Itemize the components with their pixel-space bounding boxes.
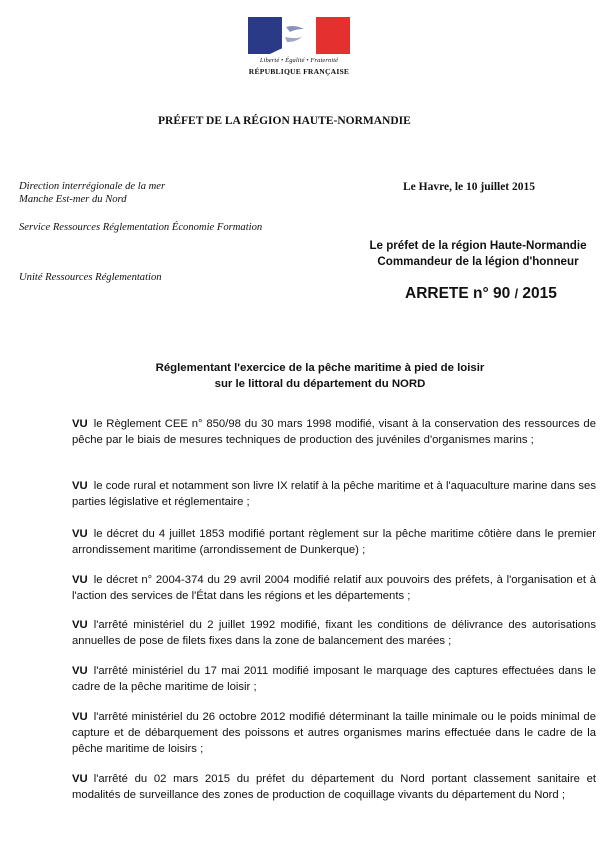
consideration-item [72, 663, 596, 695]
consideration-text: le décret du 4 juillet 1853 modifié portant règlement sur la pêche maritime côtière dans le premier arrondissement maritime (arrondissement de Dunkerque) ; [72, 528, 596, 556]
consideration-text: l'arrêté ministériel du 26 octobre 2012 modifié déterminant la taille minimale ou le poids minimal de capture et de débarquement des poissons et autres organismes marins effectuée dans le cadre de la pêche maritime de loisirs ; [72, 711, 596, 755]
consideration-item [72, 617, 596, 649]
consideration-keyword: VU [72, 574, 88, 586]
issuing-direction [19, 180, 165, 206]
consideration-item [72, 526, 596, 558]
consideration-text: l'arrêté du 02 mars 2015 du préfet du département du Nord portant classement sanitaire et modalités de surveillance des zones de production de coquillage vivants du département du Nord ; [72, 773, 596, 801]
consideration-keyword: VU [72, 619, 88, 631]
arrete-number-title [405, 285, 557, 303]
republic-name: RÉPUBLIQUE FRANÇAISE [248, 67, 350, 76]
consideration-keyword: VU [72, 773, 88, 785]
subject-line-1: Réglementant l'exercice de la pêche maritime à pied de loisir [155, 362, 485, 374]
republic-motto: Liberté • Égalité • Fraternité [259, 57, 339, 64]
marianne-logo [248, 17, 350, 83]
arrete-separator: / [514, 287, 519, 301]
consideration-text: le Règlement CEE n° 850/98 du 30 mars 1998 modifié, visant à la conservation des ressources de pêche par le biais de mesures techniques de production des juvéniles d'organismes marins ; [72, 418, 596, 446]
issuing-service: Service Ressources Réglementation Économie Formation [19, 222, 263, 233]
issuing-unit: Unité Ressources Réglementation [19, 272, 162, 283]
signatory-block [360, 238, 596, 270]
consideration-keyword: VU [72, 480, 88, 492]
consideration-text: le code rural et notamment son livre IX relatif à la pêche maritime et à l'aquaculture marine dans ses parties législative et réglementaire ; [72, 480, 596, 508]
consideration-text: l'arrêté ministériel du 2 juillet 1992 modifié, fixant les conditions de délivrance des autorisations annuelles de pose de filets fixes dans la zone de balancement des marées ; [72, 619, 596, 647]
consideration-keyword: VU [72, 665, 88, 677]
consideration-item [72, 572, 596, 604]
prefet-region-header: PRÉFET DE LA RÉGION HAUTE-NORMANDIE [158, 115, 411, 127]
subject-line-2: sur le littoral du département du NORD [214, 378, 426, 390]
tricolor-flag-emblem [248, 17, 350, 54]
consideration-keyword: VU [72, 418, 88, 430]
direction-line-1: Direction interrégionale de la mer [19, 181, 166, 192]
signatory-line-2: Commandeur de la légion d'honneur [377, 255, 579, 268]
signatory-line-1: Le préfet de la région Haute-Normandie [369, 239, 587, 252]
arrete-year: 2015 [522, 285, 557, 302]
consideration-text: l'arrêté ministériel du 17 mai 2011 modifié imposant le marquage des captures effectuées dans le cadre de la pêche maritime de loisir ; [72, 665, 596, 693]
direction-line-2: Manche Est-mer du Nord [19, 194, 127, 205]
place-and-date: Le Havre, le 10 juillet 2015 [403, 181, 536, 193]
consideration-item [72, 478, 596, 510]
consideration-item [72, 771, 596, 803]
arrete-label: ARRETE n° 90 [405, 285, 511, 302]
consideration-item [72, 709, 596, 757]
consideration-keyword: VU [72, 528, 88, 540]
arrete-subject [130, 360, 510, 392]
consideration-keyword: VU [72, 711, 88, 723]
consideration-item [72, 416, 596, 448]
marianne-profile-icon [248, 17, 350, 54]
consideration-text: le décret n° 2004-374 du 29 avril 2004 modifié relatif aux pouvoirs des préfets, à l'organisation et à l'action des services de l'État dans les régions et les départements ; [72, 574, 596, 602]
